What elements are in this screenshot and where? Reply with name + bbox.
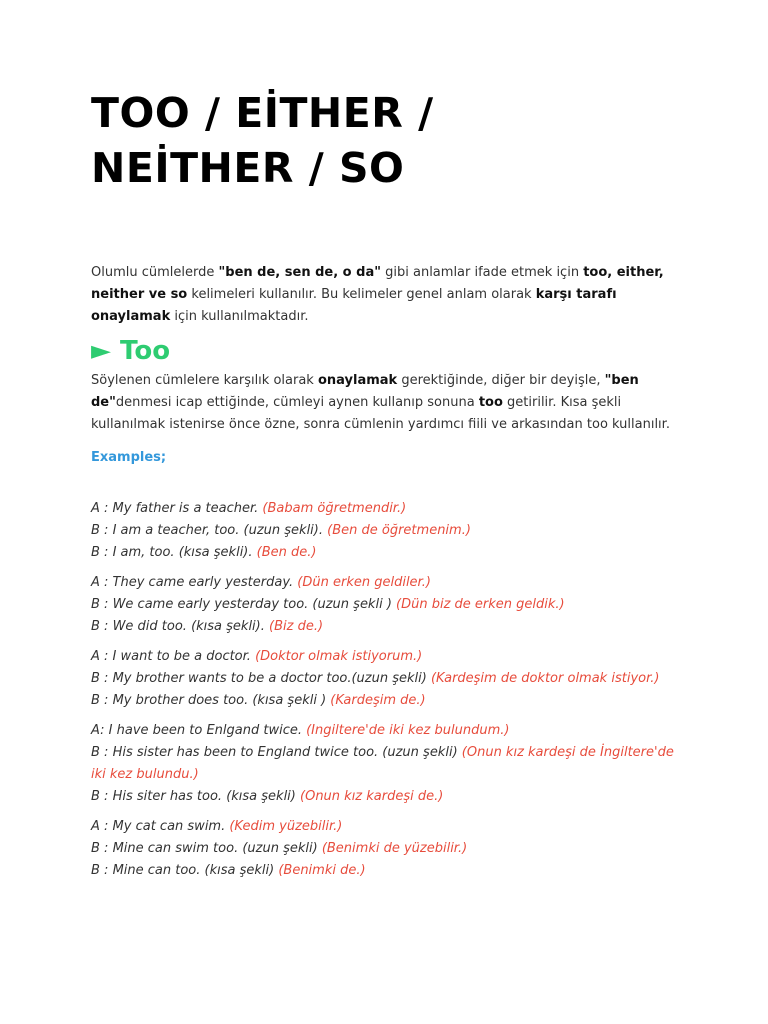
intro-text-3: kelimeleri kullanılır. Bu kelimeler genel anlam olarak: [187, 287, 536, 302]
document-page: [91, 86, 681, 882]
example-line: [91, 690, 681, 712]
example-translation: (Doktor olmak istiyorum.): [255, 649, 423, 664]
example-english: A : My father is a teacher.: [91, 501, 263, 516]
intro-bold-1: "ben de, sen de, o da": [218, 265, 381, 280]
example-english: A : My cat can swim.: [91, 819, 230, 834]
example-translation: (Babam öğretmendir.): [262, 501, 407, 516]
example-line: [91, 838, 681, 860]
example-line: [91, 646, 681, 668]
examples-label: Examples;: [91, 450, 167, 465]
section-text-2: gerektiğinde, diğer bir deyişle,: [397, 373, 605, 388]
example-english: B : His sister has been to England twice too. (uzun şekli): [91, 745, 462, 760]
example-line: [91, 520, 681, 542]
examples-list: [91, 498, 681, 882]
example-translation: (Kardeşim de.): [330, 693, 426, 708]
example-english: B : His siter has too. (kısa şekli): [91, 789, 301, 804]
intro-text-1: Olumlu cümlelerde: [91, 265, 219, 280]
example-translation: (Ingiltere'de iki kez bulundum.): [306, 723, 510, 738]
section-text-3: denmesi icap ettiğinde, cümleyi aynen kullanıp sonuna: [115, 395, 479, 410]
section-paragraph: [91, 370, 681, 436]
title-line-2: NEİTHER / SO: [91, 144, 405, 192]
example-english: B : I am, too. (kısa şekli).: [91, 545, 257, 560]
example-english: B : My brother does too. (kısa şekli ): [91, 693, 331, 708]
example-english: B : Mine can swim too. (uzun şekli): [91, 841, 322, 856]
example-english: A : I want to be a doctor.: [91, 649, 256, 664]
example-translation: (Onun kız kardeşi de İngiltere'de iki kez bulundu.): [91, 745, 674, 782]
example-group: [91, 498, 681, 564]
example-english: B : We came early yesterday too. (uzun şekli ): [91, 597, 397, 612]
example-line: [91, 742, 681, 786]
example-english: B : Mine can too. (kısa şekli): [91, 863, 279, 878]
title-line-1: TOO / EİTHER /: [91, 89, 434, 137]
section-bold-3: too: [478, 395, 503, 410]
example-line: [91, 720, 681, 742]
example-english: B : I am a teacher, too. (uzun şekli).: [91, 523, 328, 538]
example-line: [91, 616, 681, 638]
intro-bold-2: too, either, neither ve so: [91, 265, 664, 302]
example-translation: (Ben de.): [256, 545, 317, 560]
example-line: [91, 498, 681, 520]
example-translation: (Benimki de.): [278, 863, 366, 878]
example-english: A : They came early yesterday.: [91, 575, 298, 590]
section-text-4: getirilir. Kısa şekli kullanılmak istenirse önce özne, sonra cümlenin yardımcı fiili ve arkasından too kullanılır.: [91, 395, 670, 432]
example-translation: (Kedim yüzebilir.): [229, 819, 343, 834]
intro-text-2: gibi anlamlar ifade etmek için: [381, 265, 584, 280]
section-bold-2: "ben de": [91, 373, 639, 410]
intro-paragraph: [91, 262, 681, 328]
example-translation: (Biz de.): [269, 619, 324, 634]
example-english: B : My brother wants to be a doctor too.(uzun şekli): [91, 671, 431, 686]
intro-text-4: için kullanılmaktadır.: [170, 309, 309, 324]
section-bold-1: onaylamak: [317, 373, 398, 388]
section-text-1: Söylenen cümlelere karşılık olarak: [91, 373, 318, 388]
example-translation: (Benimki de yüzebilir.): [321, 841, 468, 856]
example-translation: (Kardeşim de doktor olmak istiyor.): [430, 671, 660, 686]
intro-bold-3: karşı tarafı onaylamak: [91, 287, 617, 324]
example-line: [91, 816, 681, 838]
example-group: [91, 720, 681, 808]
example-line: [91, 594, 681, 616]
example-group: [91, 816, 681, 882]
example-translation: (Dün biz de erken geldik.): [396, 597, 565, 612]
example-line: [91, 786, 681, 808]
example-group: [91, 572, 681, 638]
example-line: [91, 572, 681, 594]
example-line: [91, 542, 681, 564]
example-translation: (Ben de öğretmenim.): [327, 523, 471, 538]
example-line: [91, 668, 681, 690]
example-group: [91, 646, 681, 712]
example-english: A: I have been to Enlgand twice.: [91, 723, 307, 738]
example-translation: (Onun kız kardeşi de.): [300, 789, 444, 804]
section-heading-too: ► Too: [91, 336, 171, 366]
example-line: [91, 860, 681, 882]
page-title: [91, 86, 681, 196]
example-english: B : We did too. (kısa şekli).: [91, 619, 270, 634]
example-translation: (Dün erken geldiler.): [297, 575, 431, 590]
